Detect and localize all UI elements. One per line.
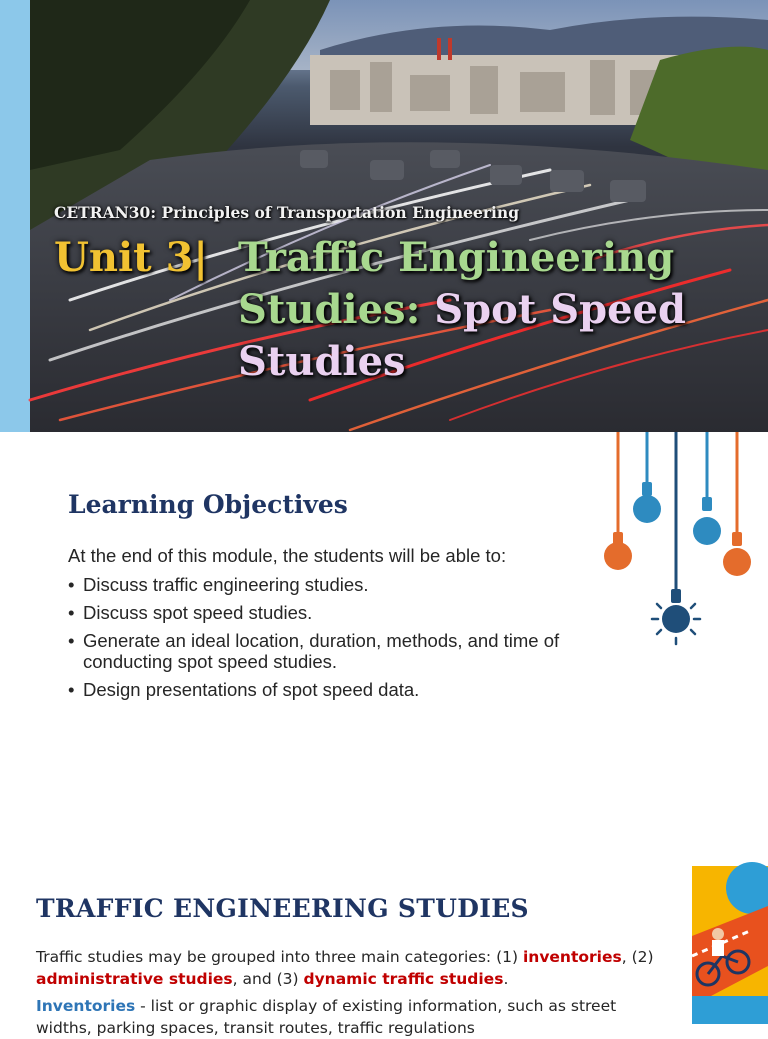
objectives-list	[68, 574, 588, 707]
title-part-3: Spot Speed	[434, 286, 686, 333]
learning-objectives-slide	[0, 432, 768, 864]
list-item: • Design presentations of spot speed data.	[68, 679, 588, 700]
objectives-intro: At the end of this module, the students will be able to:	[68, 545, 507, 566]
lightbulb-icon	[590, 432, 760, 652]
unit-label: Unit 3|	[54, 234, 208, 281]
term-inventories: inventories	[522, 948, 622, 966]
list-item: • Generate an ideal location, duration, methods, and time of conducting spot speed studies.	[68, 630, 588, 672]
list-item: • Discuss spot speed studies.	[68, 602, 588, 623]
list-item: • Discuss traffic engineering studies.	[68, 574, 588, 595]
title-part-4: Studies	[238, 338, 406, 385]
term-inventories-def: Inventories	[36, 997, 136, 1015]
traffic-studies-slide	[0, 864, 768, 1037]
cyclist-illustration-icon	[692, 866, 768, 1024]
title-part-1: Traffic Engineering	[238, 234, 675, 281]
slide-title	[238, 232, 748, 388]
accent-stripe	[0, 0, 30, 432]
objectives-heading: Learning Objectives	[68, 490, 348, 519]
title-slide	[0, 0, 768, 432]
inventories-paragraph: Inventories - list or graphic display of existing information, such as street widths, parking spaces, transit routes, traffic regulations	[36, 997, 617, 1037]
term-administrative-studies: administrative studies	[36, 970, 233, 988]
course-title: CETRAN30: Principles of Transportation Engineering	[54, 203, 520, 222]
categories-paragraph: Traffic studies may be grouped into three main categories: (1) inventories, (2) administrative studies, and (3) dynamic traffic studies.	[36, 948, 654, 988]
traffic-studies-heading: TRAFFIC ENGINEERING STUDIES	[36, 894, 529, 923]
term-dynamic-traffic-studies: dynamic traffic studies	[303, 970, 504, 988]
title-part-2: Studies:	[238, 286, 435, 333]
